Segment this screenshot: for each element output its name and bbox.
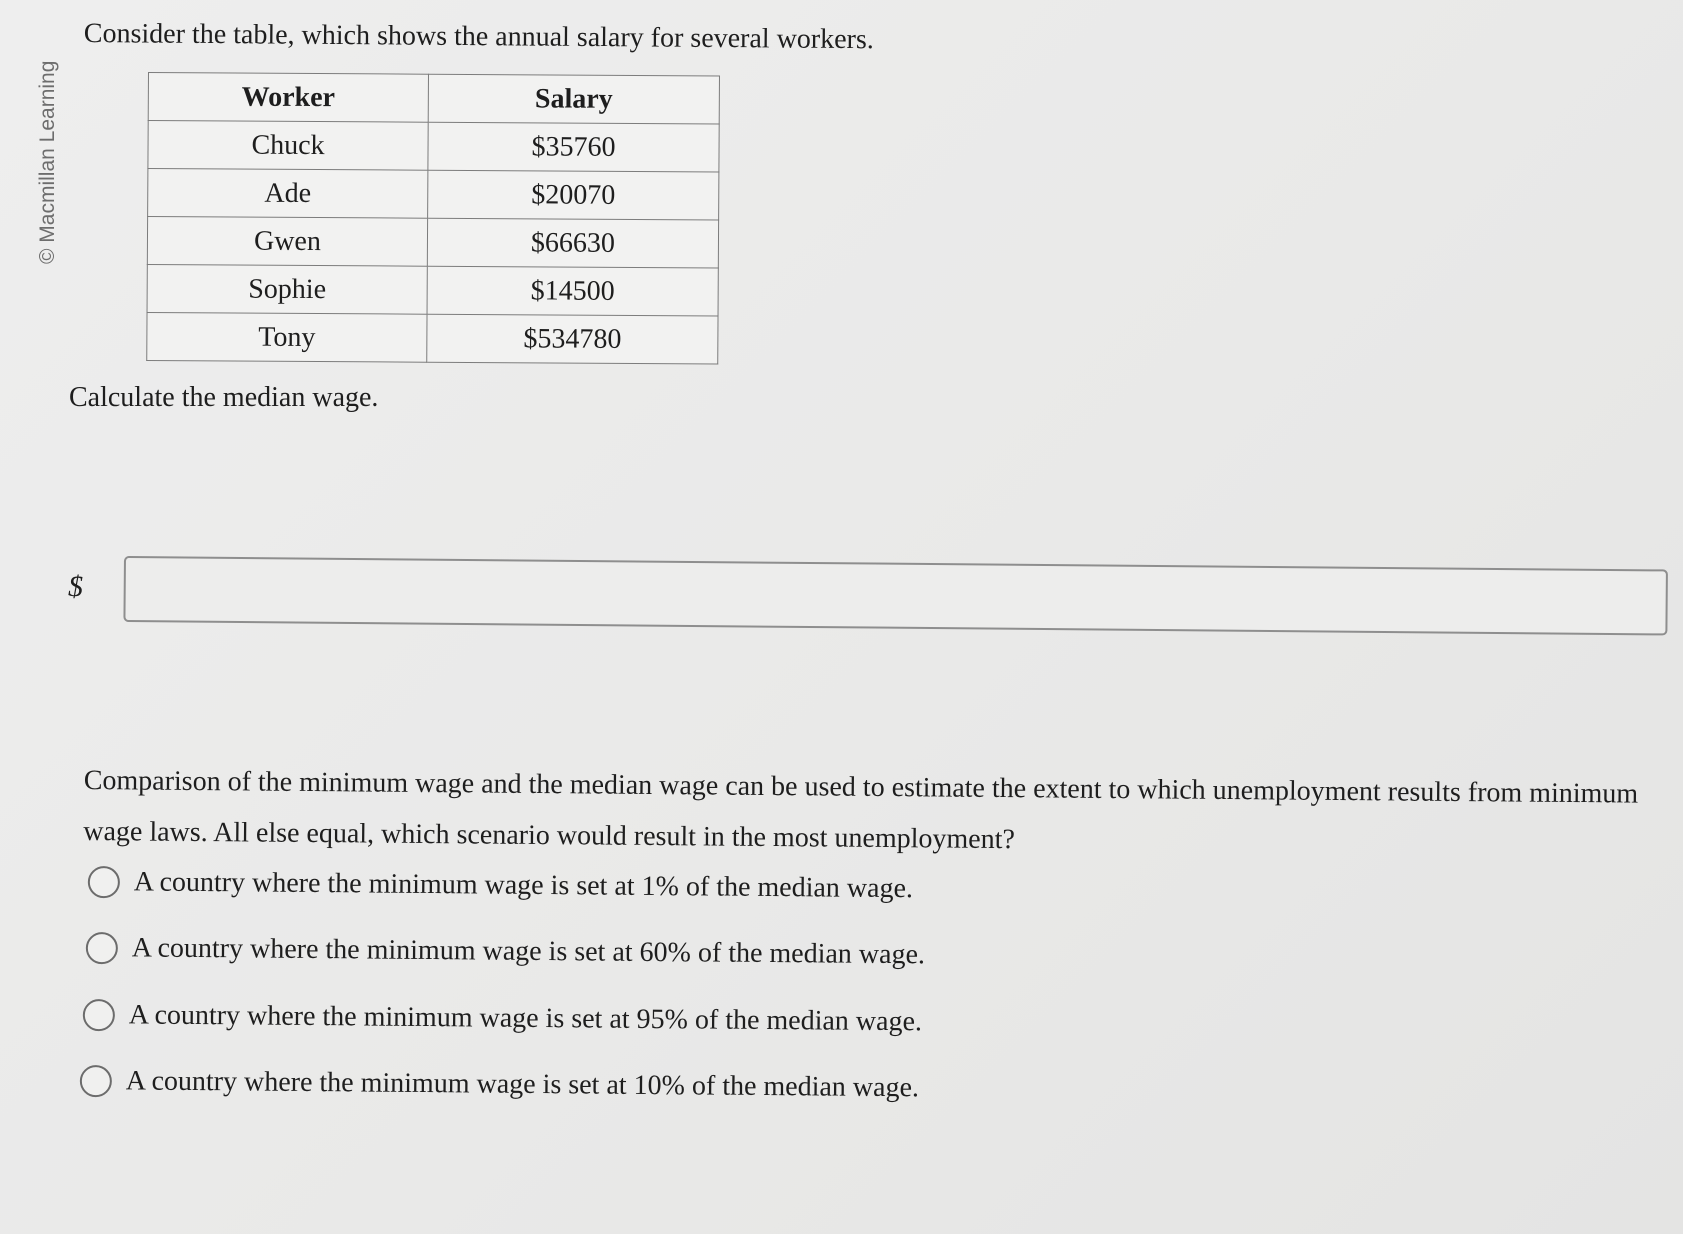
- salary-cell: $35760: [428, 122, 719, 172]
- salary-table: [146, 72, 720, 364]
- question-intro: Consider the table, which shows the annual salary for several workers.: [83, 18, 874, 56]
- worker-cell: Ade: [148, 169, 428, 219]
- median-wage-input[interactable]: [123, 556, 1668, 635]
- copyright-credit: © Macmillan Learning: [36, 60, 59, 264]
- option-label: A country where the minimum wage is set at 95% of the median wage.: [128, 999, 923, 1038]
- worker-cell: Tony: [147, 312, 427, 362]
- option-1-percent[interactable]: [88, 866, 913, 905]
- header-worker: Worker: [148, 73, 428, 123]
- currency-label: $: [68, 570, 83, 603]
- option-label: A country where the minimum wage is set at 1% of the median wage.: [133, 866, 914, 905]
- median-prompt: Calculate the median wage.: [69, 382, 379, 413]
- salary-cell: $66630: [427, 218, 718, 268]
- table-header-row: [148, 73, 719, 124]
- option-95-percent[interactable]: [83, 999, 922, 1038]
- worker-cell: Chuck: [148, 121, 428, 171]
- comparison-question: Comparison of the minimum wage and the median wage can be used to estimate the extent to which unemployment results from minimum wage laws. All else equal, which scenario would result in the most unemployment?: [83, 764, 1639, 856]
- radio-button[interactable]: [86, 932, 118, 964]
- option-60-percent[interactable]: [86, 932, 925, 971]
- table-row: [147, 217, 718, 268]
- option-label: A country where the minimum wage is set at 60% of the median wage.: [131, 932, 926, 971]
- radio-button[interactable]: [83, 999, 115, 1031]
- option-10-percent[interactable]: [80, 1065, 919, 1104]
- salary-cell: $534780: [427, 314, 718, 364]
- salary-cell: $14500: [427, 266, 718, 316]
- worker-cell: Gwen: [147, 217, 427, 267]
- header-salary: Salary: [428, 74, 719, 124]
- salary-cell: $20070: [428, 170, 719, 220]
- table-row: [148, 121, 719, 172]
- table-row: [148, 169, 719, 220]
- radio-button[interactable]: [80, 1065, 112, 1097]
- radio-button[interactable]: [88, 866, 120, 898]
- worker-cell: Sophie: [147, 264, 427, 314]
- table-row: [147, 312, 718, 363]
- table-row: [147, 264, 718, 315]
- option-label: A country where the minimum wage is set at 10% of the median wage.: [125, 1065, 920, 1104]
